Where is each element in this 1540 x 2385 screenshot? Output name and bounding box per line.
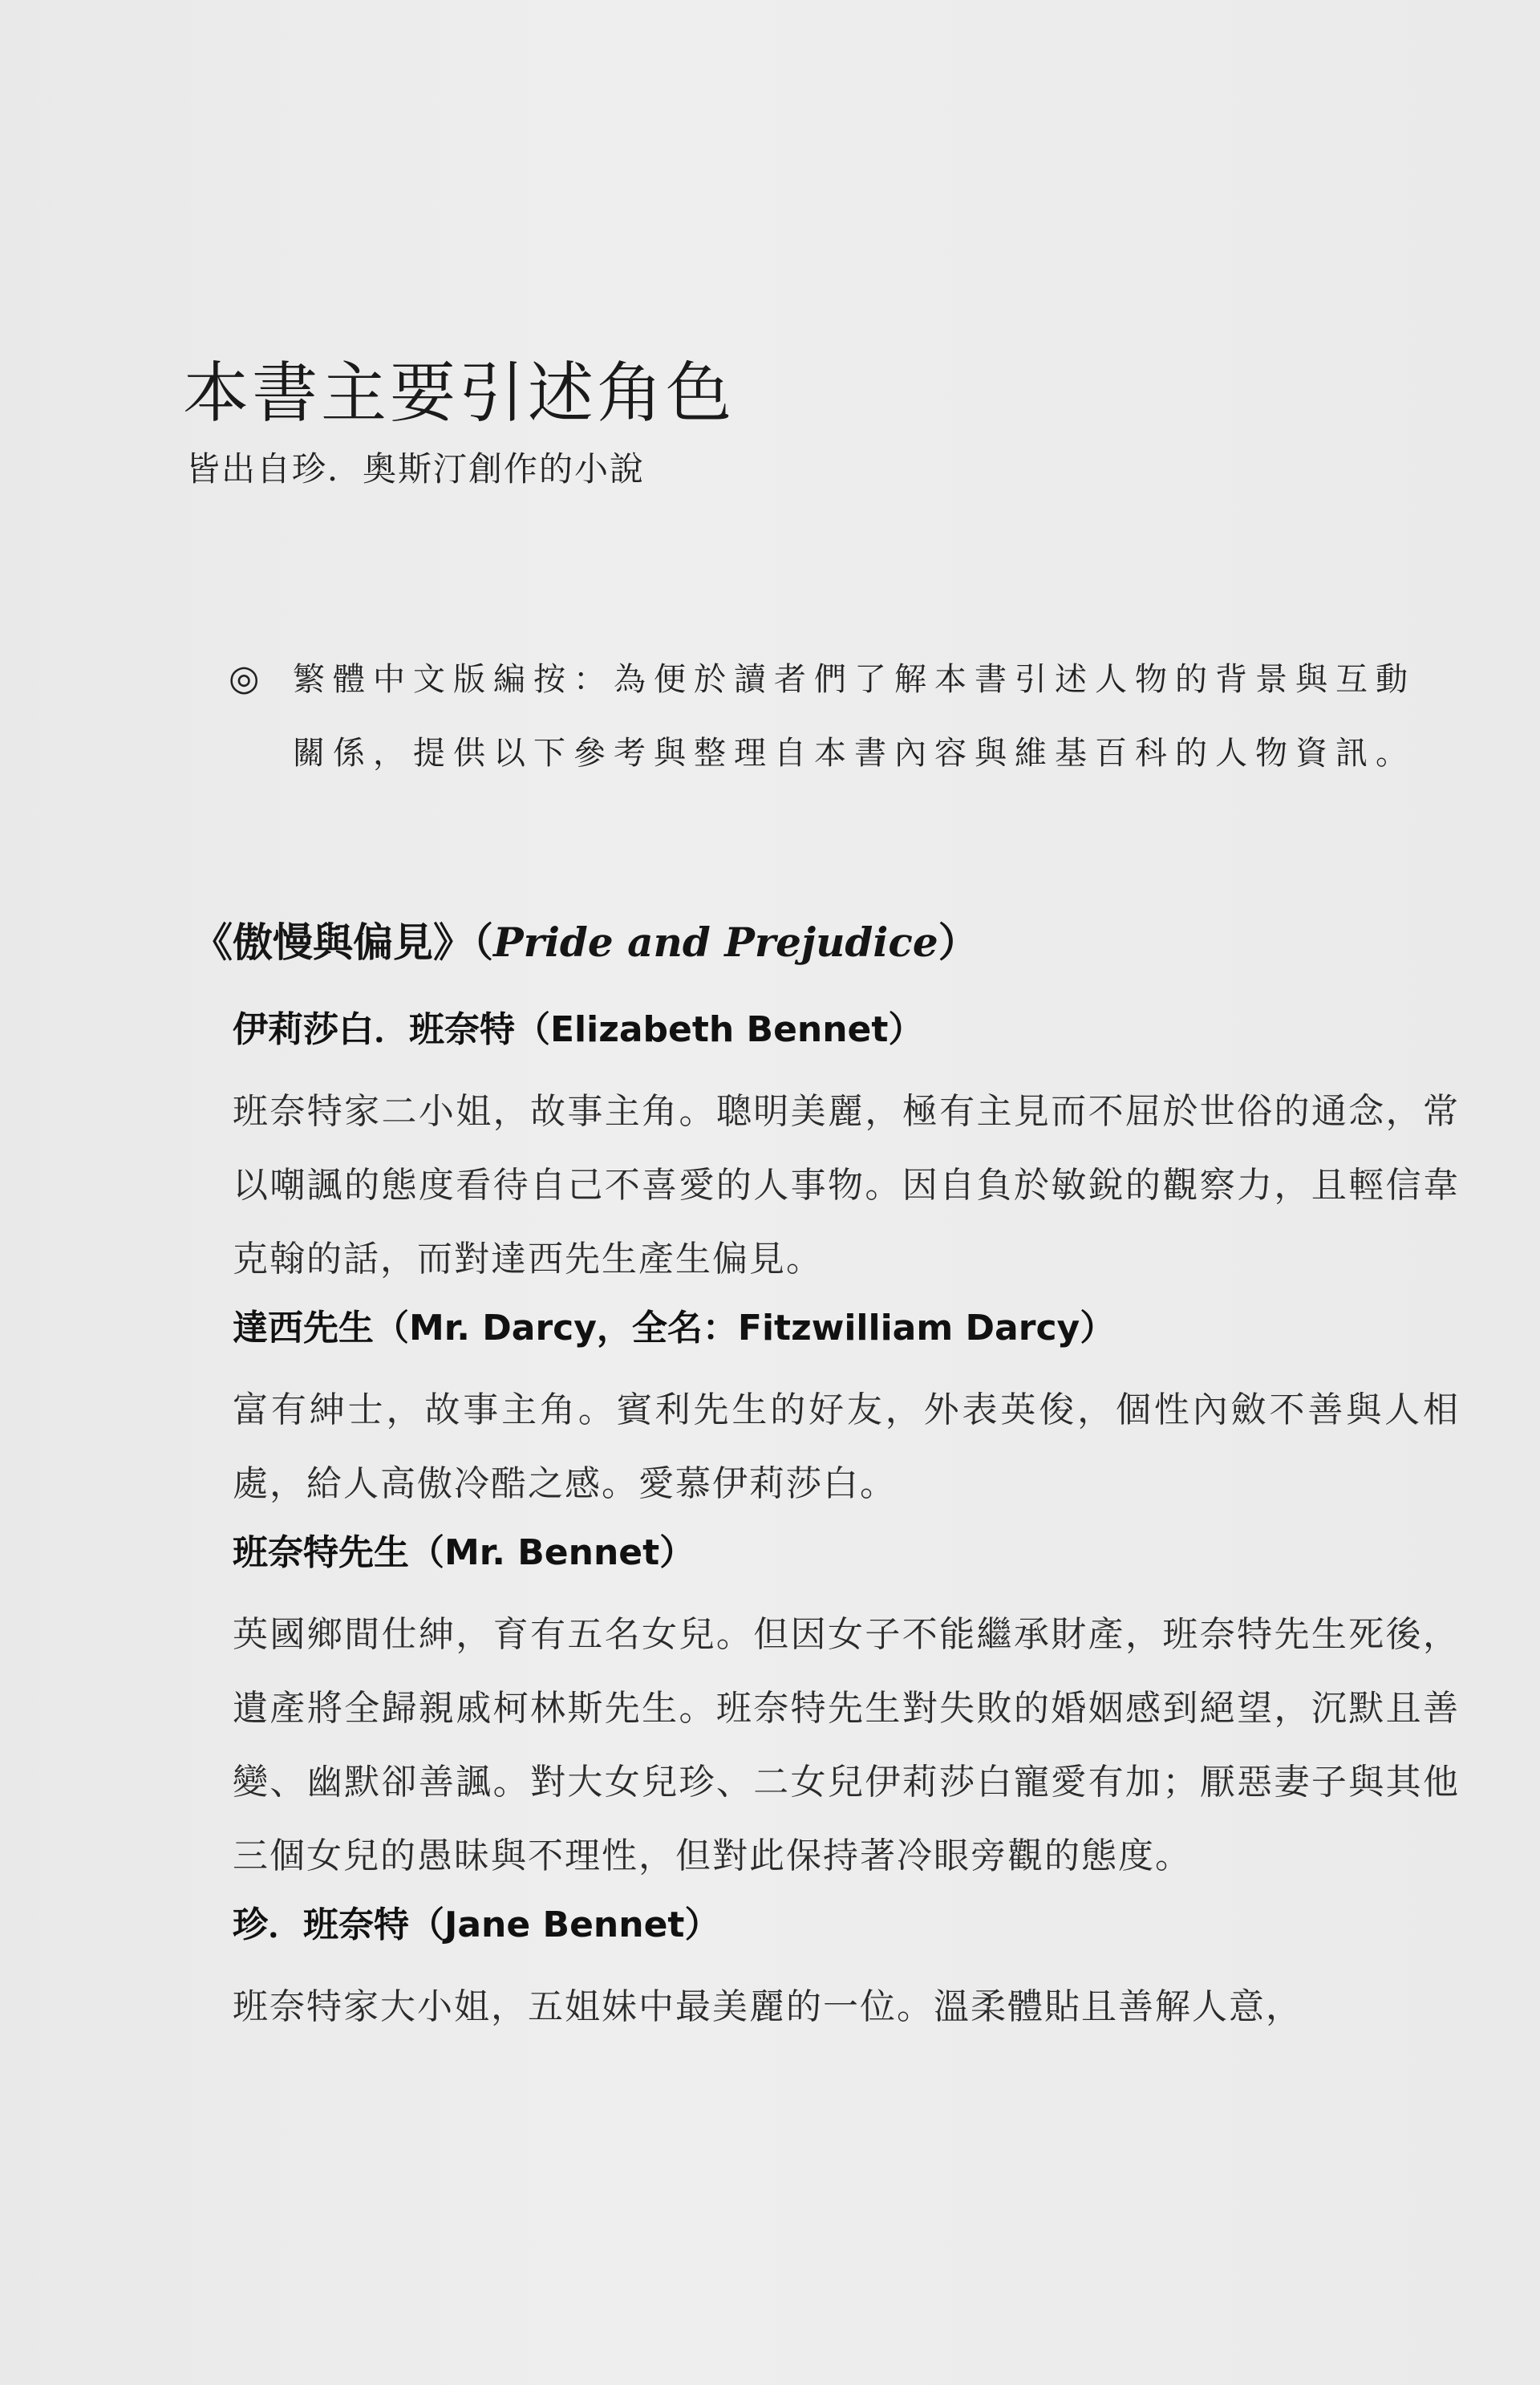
book-title-en: Pride and Prejudice — [493, 919, 938, 966]
book-title — [192, 911, 979, 968]
character-name: 班奈特先生（Mr. Bennet） — [233, 1532, 695, 1573]
character-name: 達西先生（Mr. Darcy，全名：Fitzwilliam Darcy） — [233, 1308, 1116, 1349]
character-description: 班奈特家大小姐，五姐妹中最美麗的一位。溫柔體貼且善解人意， — [233, 1986, 1303, 2027]
character-list — [233, 1001, 1460, 2047]
character-name: 珍．班奈特（Jane Bennet） — [233, 1904, 720, 1945]
editor-note-line-2: 關係，提供以下參考與整理自本書內容與維基百科的人物資訊。 — [293, 735, 1416, 772]
character-entry — [233, 1001, 1460, 1296]
character-description: 英國鄉間仕紳，育有五名女兒。但因女子不能繼承財產，班奈特先生死後，遺產將全歸親戚柯林斯先生。班奈特先生對失敗的婚姻感到絕望，沉默且善變、幽默卻善諷。對大女兒珍、二女兒伊莉莎白寵愛有加；厭惡妻子與其他三個女兒的愚昧與不理性，但對此保持著冷眼旁觀的態度。 — [233, 1614, 1460, 1876]
character-description: 富有紳士，故事主角。賓利先生的好友，外表英俊，個性內斂不善與人相處，給人高傲冷酷之感。愛慕伊莉莎白。 — [233, 1389, 1460, 1504]
editor-note — [229, 642, 1448, 790]
character-entry — [233, 1524, 1460, 1893]
character-entry — [233, 1896, 1460, 2044]
character-entry — [233, 1300, 1460, 1521]
book-title-close: ） — [938, 919, 979, 966]
book-title-zh: 《傲慢與偏見》（ — [192, 919, 493, 966]
page-subtitle: 皆出自珍．奧斯汀創作的小說 — [186, 449, 646, 489]
character-name: 伊莉莎白．班奈特（Elizabeth Bennet） — [233, 1009, 924, 1050]
editor-note-line-1: 繁體中文版編按：為便於讀者們了解本書引述人物的背景與互動 — [293, 661, 1416, 698]
page-title: 本書主要引述角色 — [183, 355, 736, 432]
character-description: 班奈特家二小姐，故事主角。聰明美麗，極有主見而不屈於世俗的通念，常以嘲諷的態度看待自己不喜愛的人事物。因自負於敏銳的觀察力，且輕信韋克翰的話，而對達西先生產生偏見。 — [233, 1091, 1460, 1280]
double-circle-icon: ◎ — [229, 658, 260, 699]
